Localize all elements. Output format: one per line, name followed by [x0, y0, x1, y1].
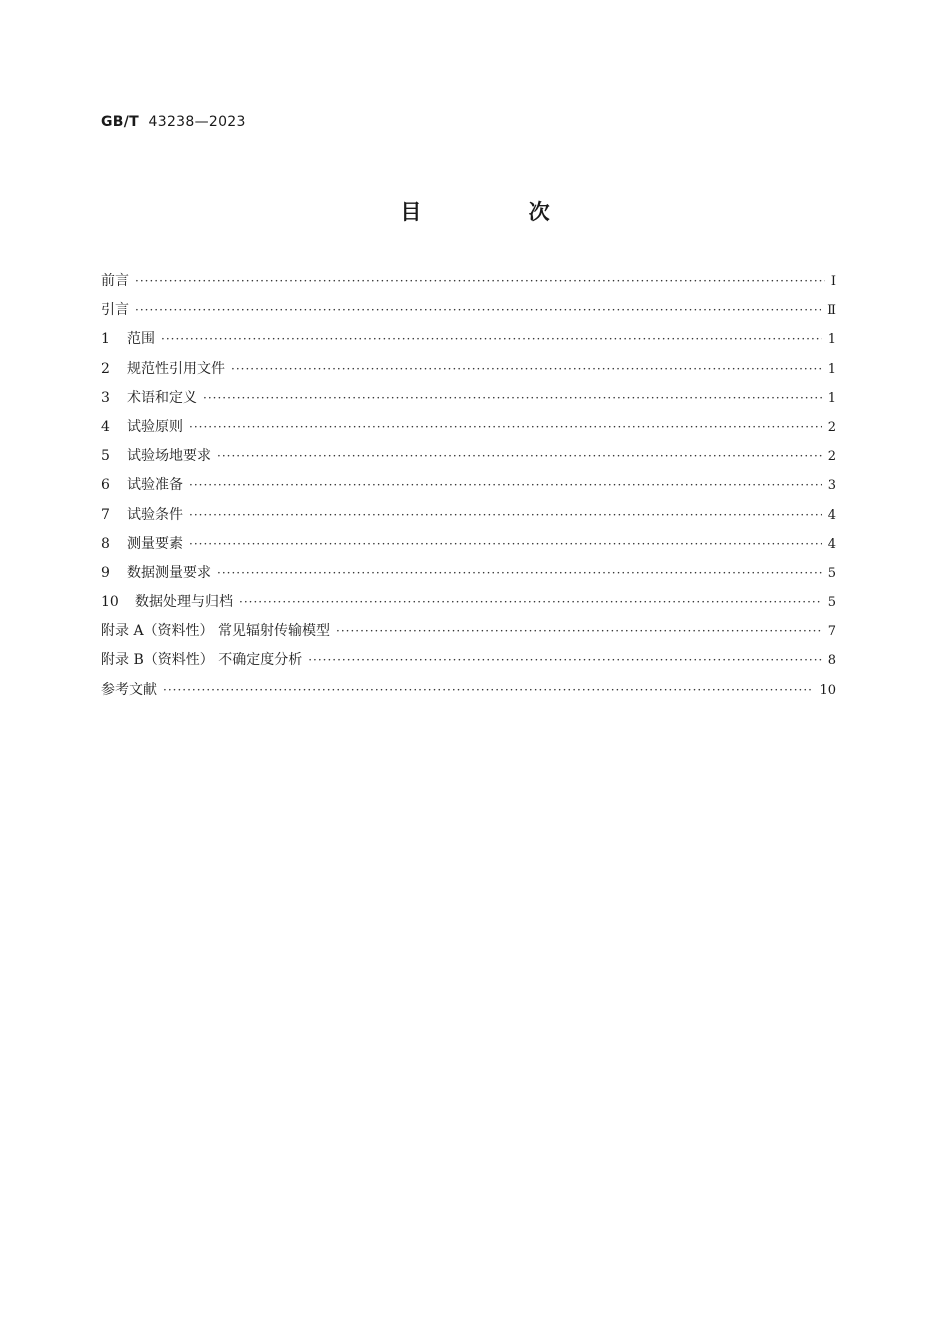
toc-leader — [161, 332, 822, 346]
toc-entry-label — [101, 358, 231, 378]
toc-leader — [163, 683, 813, 697]
toc-entry-label — [101, 504, 189, 524]
toc-entry-page: 2 — [827, 449, 836, 465]
toc-entry-number: 6 — [101, 477, 110, 494]
toc-entry-title: 数据测量要求 — [127, 564, 211, 581]
toc-leader — [135, 274, 825, 288]
standard-code — [101, 114, 246, 130]
toc-entry[interactable] — [101, 620, 836, 649]
toc-entry-label — [101, 270, 135, 290]
toc-entry-label — [101, 591, 239, 611]
table-of-contents — [101, 270, 836, 708]
toc-entry-page: 5 — [827, 565, 836, 581]
toc-entry-page: 4 — [827, 536, 836, 552]
standard-number: 43238—2023 — [148, 114, 246, 130]
toc-entry-label — [101, 533, 189, 553]
toc-entry-page: Ⅰ — [830, 274, 836, 289]
toc-title: 目 次 — [400, 200, 600, 224]
toc-entry-page: 1 — [827, 332, 836, 348]
toc-entry[interactable] — [101, 533, 836, 562]
toc-entry[interactable] — [101, 591, 836, 620]
toc-leader — [189, 508, 822, 522]
toc-entry-title: 测量要素 — [127, 535, 183, 552]
toc-entry-page: 10 — [819, 682, 836, 698]
toc-entry[interactable] — [101, 504, 836, 533]
toc-leader — [189, 537, 822, 551]
toc-leader — [203, 391, 822, 405]
toc-entry-label — [101, 562, 217, 582]
toc-entry[interactable] — [101, 387, 836, 416]
toc-entry[interactable] — [101, 445, 836, 474]
toc-entry-number: 7 — [101, 506, 110, 523]
toc-entry[interactable] — [101, 562, 836, 591]
toc-entry-title: 试验条件 — [127, 506, 183, 523]
toc-entry-label — [101, 620, 336, 640]
toc-entry-label — [101, 299, 135, 319]
toc-entry-label — [101, 328, 161, 348]
toc-entry-title: 规范性引用文件 — [127, 360, 225, 377]
toc-entry[interactable] — [101, 358, 836, 387]
toc-leader — [189, 478, 822, 492]
toc-entry-title: 试验原则 — [127, 418, 183, 435]
toc-entry[interactable] — [101, 270, 836, 299]
toc-entry-title: 附录 B（资料性） 不确定度分析 — [101, 652, 303, 669]
toc-entry-page: 1 — [827, 361, 836, 377]
toc-entry-page: 3 — [827, 478, 836, 494]
standard-prefix: GB/T — [101, 114, 140, 130]
toc-entry-label — [101, 649, 308, 669]
toc-entry-label — [101, 416, 189, 436]
toc-entry-number: 4 — [101, 418, 110, 435]
toc-entry[interactable] — [101, 649, 836, 678]
toc-entry-number: 2 — [101, 360, 110, 377]
toc-entry[interactable] — [101, 474, 836, 503]
toc-leader — [217, 449, 822, 463]
toc-entry-title: 引言 — [101, 302, 129, 319]
toc-entry-number: 1 — [101, 331, 110, 348]
toc-entry-title: 附录 A（资料性） 常见辐射传输模型 — [101, 623, 331, 640]
toc-leader — [231, 362, 822, 376]
toc-entry-label — [101, 387, 203, 407]
toc-entry-number: 5 — [101, 448, 110, 465]
toc-leader — [239, 595, 822, 609]
toc-entry-number: 10 — [101, 594, 119, 611]
toc-entry-page: 8 — [827, 653, 836, 669]
toc-entry-number: 8 — [101, 535, 110, 552]
toc-entry-number: 3 — [101, 389, 110, 406]
toc-entry-page: 7 — [827, 624, 836, 640]
toc-entry-page: Ⅱ — [827, 303, 836, 319]
toc-leader — [336, 624, 822, 638]
toc-entry[interactable] — [101, 328, 836, 357]
toc-entry[interactable] — [101, 416, 836, 445]
toc-entry-page: 4 — [827, 507, 836, 523]
toc-entry-number: 9 — [101, 564, 110, 581]
toc-entry-title: 参考文献 — [101, 681, 157, 698]
toc-entry-page: 1 — [827, 390, 836, 406]
toc-leader — [308, 653, 822, 667]
toc-entry-title: 试验准备 — [127, 477, 183, 494]
toc-leader — [217, 566, 822, 580]
toc-entry-label — [101, 474, 189, 494]
toc-entry-title: 前言 — [101, 273, 129, 289]
toc-entry-label — [101, 679, 163, 699]
toc-leader — [189, 420, 822, 434]
toc-entry-label — [101, 445, 217, 465]
toc-leader — [135, 303, 821, 317]
toc-entry-title: 术语和定义 — [127, 389, 197, 406]
toc-entry-title: 范围 — [127, 331, 155, 348]
toc-entry[interactable] — [101, 679, 836, 708]
toc-entry-title: 数据处理与归档 — [135, 594, 233, 611]
toc-entry-page: 2 — [827, 419, 836, 435]
toc-entry-title: 试验场地要求 — [127, 448, 211, 465]
toc-entry[interactable] — [101, 299, 836, 328]
toc-entry-page: 5 — [827, 595, 836, 611]
